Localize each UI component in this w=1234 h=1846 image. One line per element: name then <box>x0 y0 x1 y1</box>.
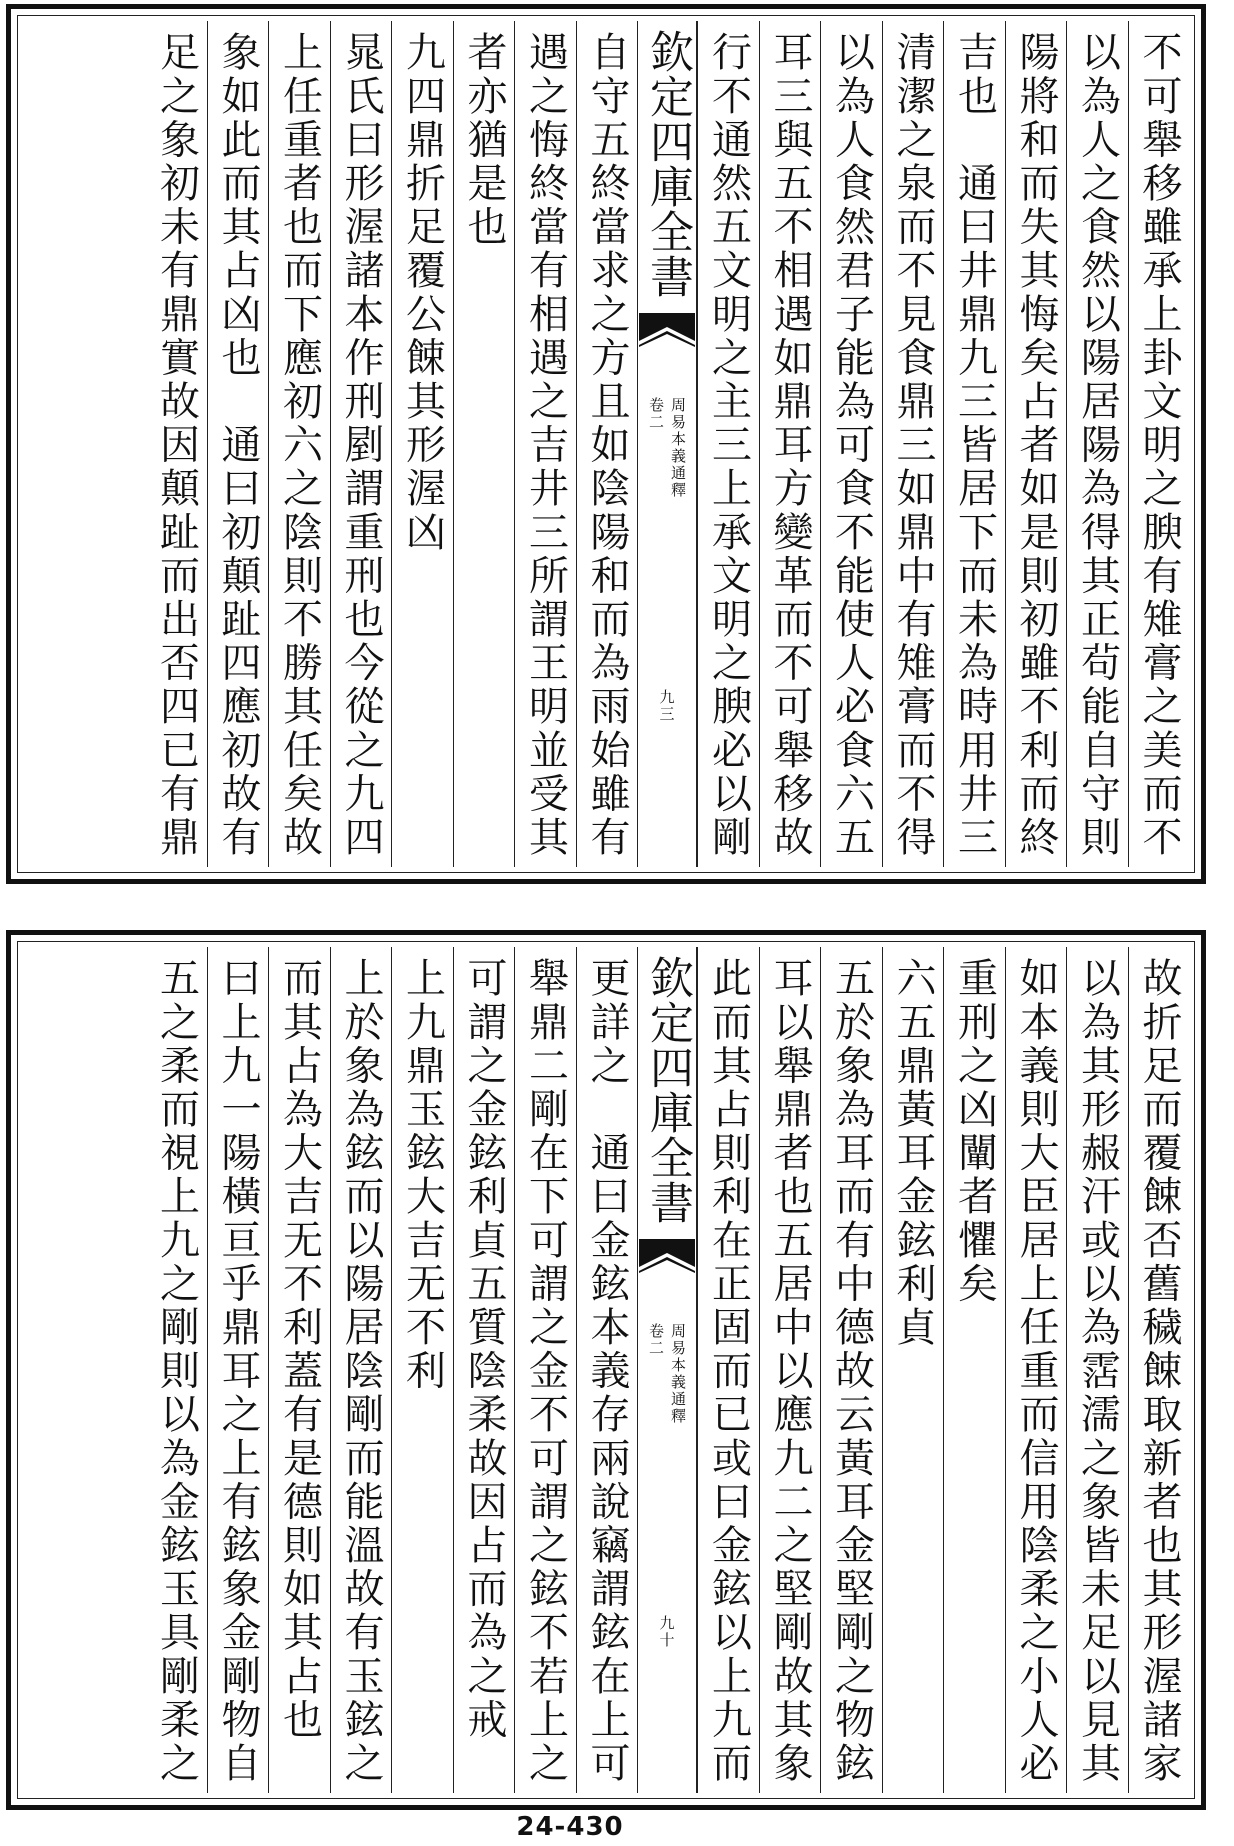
center-labels <box>647 383 687 499</box>
collection-title: 欽定四庫全書 <box>642 955 693 1225</box>
book-title: 周易本義通釋 <box>669 1323 687 1425</box>
top-page-columns <box>23 21 1189 867</box>
bottom-page-columns <box>23 947 1189 1793</box>
text-column: 晁氏曰形渥諸本作刑剭謂重刑也今從之九四 <box>330 21 392 867</box>
text-column: 以為其形赧汗或以為霑濡之象皆未足以見其 <box>1066 947 1128 1793</box>
volume-label: 卷二 <box>647 1323 665 1357</box>
book-title: 周易本義通釋 <box>669 397 687 499</box>
center-fold <box>637 21 697 867</box>
bottom-page <box>6 930 1206 1810</box>
center-labels <box>647 1309 687 1425</box>
text-column: 舉鼎二剛在下可謂之金不可謂之鉉不若上之 <box>514 947 576 1793</box>
leaf-number: 九十 <box>657 1615 676 1649</box>
text-column: 吉也 通曰井鼎九三皆居下而未為時用井三 <box>943 21 1005 867</box>
text-column: 此而其占則利在正固而已或曰金鉉以上九而 <box>697 947 759 1793</box>
text-column: 五之柔而視上九之剛則以為金鉉玉具剛柔之 <box>153 957 200 1786</box>
text-column: 以為人之食然以陽居陽為得其正茍能自守則 <box>1066 21 1128 867</box>
text-column: 耳以舉鼎者也五居中以應九二之堅剛故其象 <box>759 947 821 1793</box>
text-column: 陽將和而失其悔矣占者如是則初雖不利而終 <box>1005 21 1067 867</box>
text-column: 而其占為大吉无不利蓋有是德則如其占也 <box>268 947 330 1793</box>
text-column: 更詳之 通曰金鉉本義存兩說竊謂鉉在上可 <box>576 947 638 1793</box>
top-page <box>6 4 1206 884</box>
text-column: 重刑之凶闡者懼矣 <box>943 947 1005 1793</box>
text-column: 自守五終當求之方且如陰陽和而為雨始雖有 <box>576 21 638 867</box>
text-column: 耳三與五不相遇如鼎耳方變革而不可舉移故 <box>759 21 821 867</box>
text-column: 不可舉移雖承上卦文明之腴有雉膏之美而不 <box>1128 21 1190 867</box>
text-column: 曰上九一陽橫亘乎鼎耳之上有鉉象金剛物自 <box>207 947 269 1793</box>
fishtail-mark-icon <box>639 1239 695 1279</box>
text-column: 足之象初未有鼎實故因顛趾而出否四已有鼎 <box>153 31 200 860</box>
text-column: 者亦猶是也 <box>453 21 515 867</box>
text-column: 行不通然五文明之主三上承文明之腴必以剛 <box>697 21 759 867</box>
text-column: 上九鼎玉鉉大吉无不利 <box>391 947 453 1793</box>
collection-title: 欽定四庫全書 <box>642 29 693 299</box>
text-column: 上於象為鉉而以陽居陰剛而能溫故有玉鉉之 <box>330 947 392 1793</box>
text-column: 九四鼎折足覆公餗其形渥凶 <box>391 21 453 867</box>
text-column: 六五鼎黃耳金鉉利貞 <box>882 947 944 1793</box>
leaf-number: 九三 <box>657 689 676 723</box>
volume-label: 卷二 <box>647 397 665 431</box>
text-column: 象如此而其占凶也 通曰初顛趾四應初故有 <box>207 21 269 867</box>
fishtail-mark-icon <box>639 313 695 353</box>
page-number: 24-430 <box>516 1812 624 1842</box>
text-column: 故折足而覆餗否舊穢餗取新者也其形渥諸家 <box>1128 947 1190 1793</box>
center-fold <box>637 947 697 1793</box>
text-column: 上任重者也而下應初六之陰則不勝其任矣故 <box>268 21 330 867</box>
text-column: 以為人食然君子能為可食不能使人必食六五 <box>820 21 882 867</box>
text-column: 遇之悔終當有相遇之吉井三所謂王明並受其 <box>514 21 576 867</box>
text-column: 五於象為耳而有中德故云黃耳金堅剛之物鉉 <box>820 947 882 1793</box>
text-column: 可謂之金鉉利貞五質陰柔故因占而為之戒 <box>453 947 515 1793</box>
text-column: 如本義則大臣居上任重而信用陰柔之小人必 <box>1005 947 1067 1793</box>
text-column: 清潔之泉而不見食鼎三如鼎中有雉膏而不得 <box>882 21 944 867</box>
